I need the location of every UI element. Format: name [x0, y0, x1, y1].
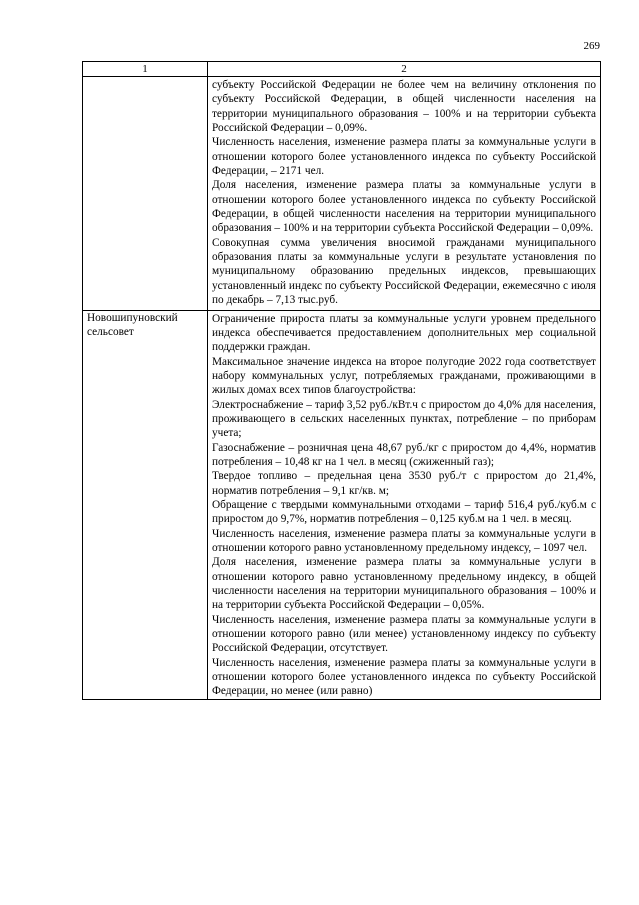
description-cell	[208, 310, 601, 699]
paragraph: Электроснабжение – тариф 3,52 руб./кВт.ч с приростом до 4,0% для населения, проживающего в сельских населенных пунктах, потребление – по приборам учета;	[212, 398, 596, 440]
paragraph: Газоснабжение – розничная цена 48,67 руб./кг с приростом до 4,4%, норматив потребления – 10,48 кг на 1 чел. в месяц (сжиженный газ);	[212, 441, 596, 468]
paragraph: Доля населения, изменение размера платы за коммунальные услуги в отношении которого равно установленному предельному индексу, в общей численности населения на территории муниципального образования – 100% и на территории субъекта Российской Федерации – 0,05%.	[212, 556, 596, 612]
paragraph: Численность населения, изменение размера платы за коммунальные услуги в отношении которого равно установленному предельному индексу, – 1097 чел.	[212, 527, 596, 554]
paragraph: субъекту Российской Федерации не более чем на величину отклонения по субъекту Российской Федерации, в общей численности населения на территории муниципального образования – 100% и на территории субъекта Российской Федерации – 0,09%.	[212, 79, 596, 135]
paragraph: Численность населения, изменение размера платы за коммунальные услуги в отношении которого равно (или менее) установленному индексу по субъекту Российской Федерации, отсутствует.	[212, 613, 596, 655]
paragraph: Обращение с твердыми коммунальными отходами – тариф 516,4 руб./куб.м с приростом до 9,7%, норматив потребления – 0,125 куб.м на 1 чел. в месяц.	[212, 498, 596, 526]
paragraph: Доля населения, изменение размера платы за коммунальные услуги в отношении которого более установленного индекса по субъекту Российской Федерации, в общей численности населения на территории муниципального образования – 100% и на территории субъекта Российской Федерации – 0,09%.	[212, 179, 596, 235]
table-header-row	[83, 62, 601, 77]
municipality-cell: Новошипуновский сельсовет	[83, 310, 208, 699]
paragraph: Ограничение прироста платы за коммунальные услуги уровнем предельного индекса обеспечивается предоставлением дополнительных мер социальной поддержки граждан.	[212, 312, 596, 354]
paragraph: Максимальное значение индекса на второе полугодие 2022 года соответствует набору коммунальных услуг, потребляемых гражданами, проживающими в жилых домах всех типов благоустройства:	[212, 355, 596, 397]
regulation-table	[82, 61, 601, 700]
paragraph: Совокупная сумма увеличения вносимой гражданами муниципального образования платы за коммунальные услуги в результате установления по муниципальному образованию предельных индексов, превышающих установленный индекс по субъекту Российской Федерации, ежемесячно с июля по декабрь – 7,13 тыс.руб.	[212, 236, 596, 307]
column-header-1: 1	[83, 62, 208, 77]
paragraph: Численность населения, изменение размера платы за коммунальные услуги в отношении которого более установленного индекса по субъекту Российской Федерации, но менее (или равно)	[212, 656, 596, 698]
municipality-cell	[83, 77, 208, 311]
page-number: 269	[583, 40, 600, 52]
paragraph: Численность населения, изменение размера платы за коммунальные услуги в отношении которого более установленного индекса по субъекту Российской Федерации, – 2171 чел.	[212, 136, 596, 178]
table-row	[83, 77, 601, 311]
table-row	[83, 310, 601, 699]
paragraph: Твердое топливо – предельная цена 3530 руб./т с приростом до 21,4%, норматив потребления – 9,1 кг/кв. м;	[212, 470, 596, 497]
column-header-2: 2	[208, 62, 601, 77]
description-cell	[208, 77, 601, 311]
